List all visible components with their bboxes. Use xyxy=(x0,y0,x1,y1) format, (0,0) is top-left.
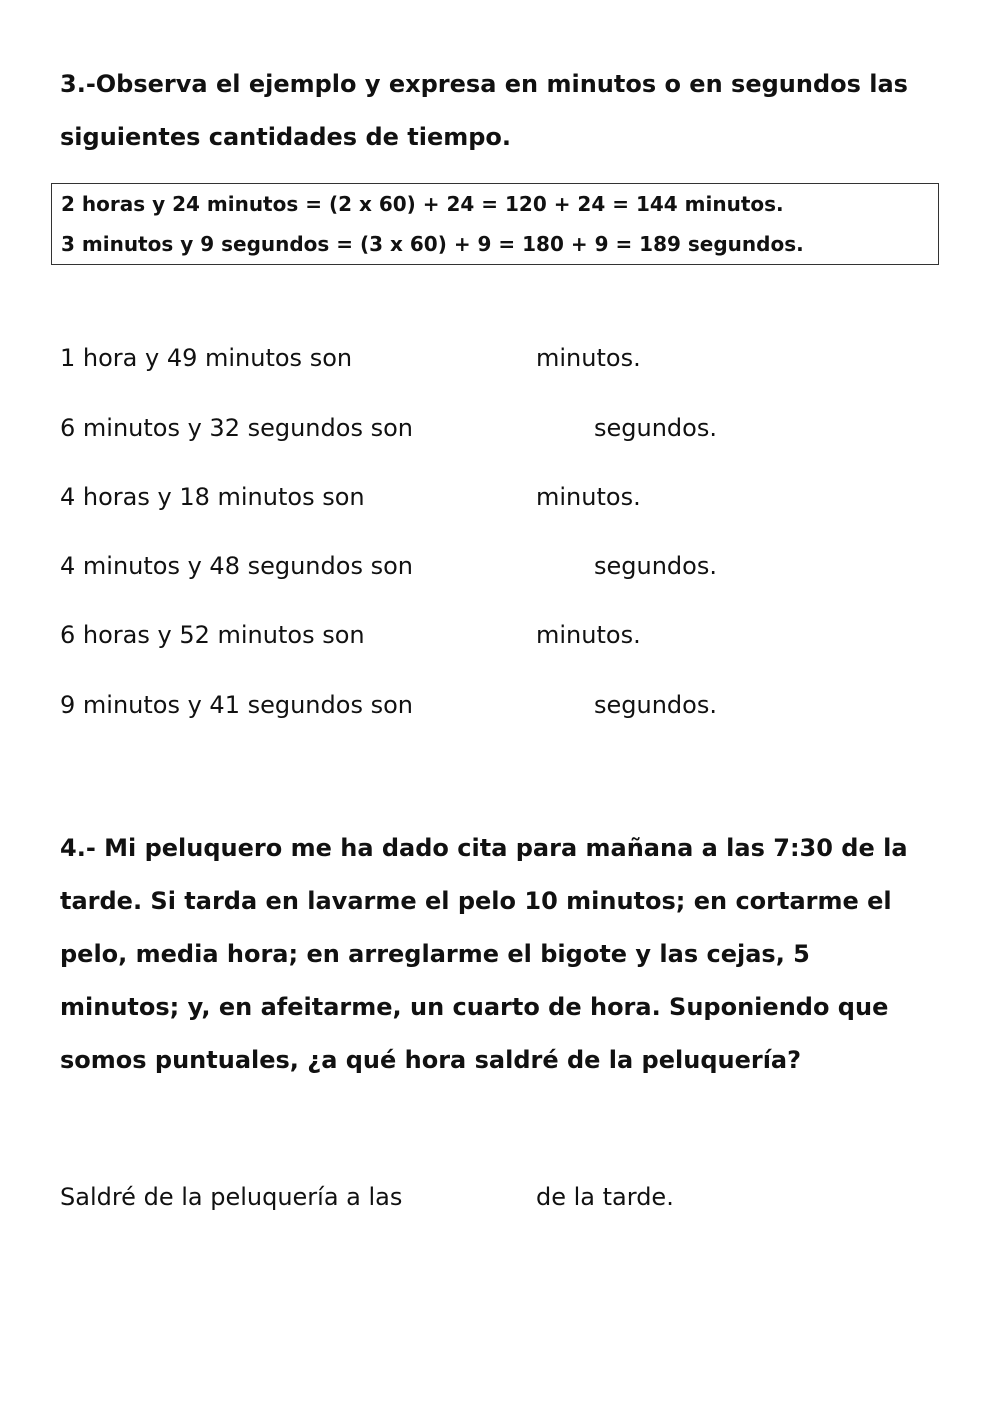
row-prompt: 4 minutos y 48 segundos son xyxy=(60,552,413,580)
exercise-row xyxy=(60,621,940,655)
answer-blank[interactable] xyxy=(440,1185,530,1215)
exercise-4-answer-row xyxy=(60,1183,940,1217)
row-unit: segundos. xyxy=(594,691,717,719)
row-prompt: 9 minutos y 41 segundos son xyxy=(60,691,413,719)
row-unit: minutos. xyxy=(536,483,641,511)
exercise-row xyxy=(60,344,940,378)
row-unit: minutos. xyxy=(536,344,641,372)
example-line-seconds: 3 minutos y 9 segundos = (3 x 60) + 9 = 180 + 9 = 189 segundos. xyxy=(61,232,804,256)
row-prompt: 6 horas y 52 minutos son xyxy=(60,621,365,649)
row-prompt: 1 hora y 49 minutos son xyxy=(60,344,353,372)
answer-blank[interactable] xyxy=(410,623,530,653)
exercise-row xyxy=(60,552,940,586)
exercise-4-problem: 4.- Mi peluquero me ha dado cita para mañana a las 7:30 de la tarde. Si tarda en lavarme el pelo 10 minutos; en cortarme el pelo, media hora; en arreglarme el bigote y las cejas, 5 minutos; y, en afeitarme, un cuarto de hora. Suponiendo que somos puntuales, ¿a qué hora saldré de la peluquería? xyxy=(60,834,908,1074)
row-prompt: 4 horas y 18 minutos son xyxy=(60,483,365,511)
answer-blank[interactable] xyxy=(410,346,530,376)
exercise-3-instructions: 3.-Observa el ejemplo y expresa en minutos o en segundos las siguientes cantidades de tiempo. xyxy=(60,70,908,151)
row-prompt: 6 minutos y 32 segundos son xyxy=(60,414,413,442)
exercise-row xyxy=(60,691,940,725)
answer-prompt: Saldré de la peluquería a las xyxy=(60,1183,403,1211)
answer-suffix: de la tarde. xyxy=(536,1183,674,1211)
answer-blank[interactable] xyxy=(410,485,530,515)
example-line-hours: 2 horas y 24 minutos = (2 x 60) + 24 = 120 + 24 = 144 minutos. xyxy=(61,192,784,216)
exercise-row xyxy=(60,414,940,448)
answer-blank[interactable] xyxy=(460,693,588,723)
row-unit: segundos. xyxy=(594,552,717,580)
answer-blank[interactable] xyxy=(460,554,588,584)
exercise-row xyxy=(60,483,940,517)
row-unit: minutos. xyxy=(536,621,641,649)
example-box xyxy=(51,183,939,265)
answer-blank[interactable] xyxy=(460,416,588,446)
row-unit: segundos. xyxy=(594,414,717,442)
